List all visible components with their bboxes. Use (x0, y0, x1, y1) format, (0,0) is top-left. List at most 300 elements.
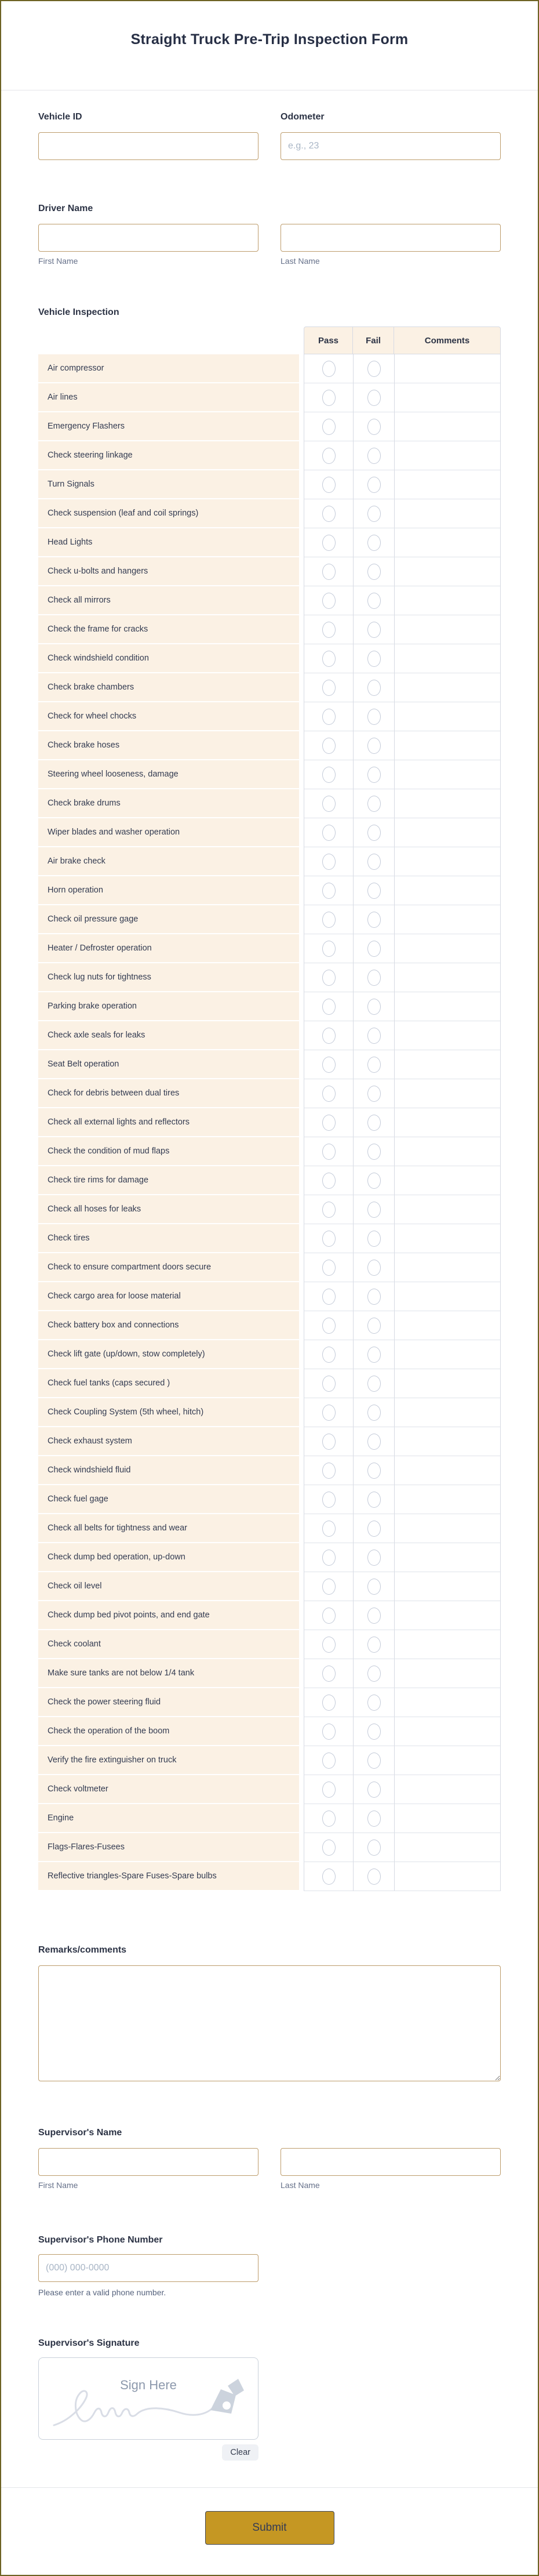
pass-radio[interactable] (322, 1289, 336, 1305)
inspection-row-label: Check exhaust system (38, 1427, 299, 1456)
fail-cell (353, 1427, 394, 1456)
comment-cell[interactable] (394, 1427, 501, 1456)
fail-radio[interactable] (367, 390, 381, 406)
inspection-row-label: Horn operation (38, 876, 299, 905)
fail-radio[interactable] (367, 941, 381, 957)
table-gutter (299, 876, 304, 905)
comment-cell[interactable] (394, 702, 501, 731)
supervisor-first-name-sublabel: First Name (38, 2180, 78, 2190)
fail-cell (353, 615, 394, 644)
table-gutter (299, 383, 304, 412)
comment-cell[interactable] (394, 1369, 501, 1398)
fail-radio[interactable] (367, 1637, 381, 1653)
comment-cell[interactable] (394, 383, 501, 412)
comment-cell[interactable] (394, 1137, 501, 1166)
table-gutter (299, 1224, 304, 1253)
comment-cell[interactable] (394, 905, 501, 934)
table-gutter (299, 1630, 304, 1659)
driver-last-name-sublabel: Last Name (281, 256, 320, 266)
inspection-row-label: Check oil pressure gage (38, 905, 299, 934)
comment-cell[interactable] (394, 673, 501, 702)
pass-radio[interactable] (322, 680, 336, 696)
fail-radio[interactable] (367, 1811, 381, 1827)
fail-radio[interactable] (367, 1376, 381, 1392)
table-gutter (299, 557, 304, 586)
table-gutter (299, 789, 304, 818)
comment-cell[interactable] (394, 412, 501, 441)
pass-radio[interactable] (322, 709, 336, 725)
comment-cell[interactable] (394, 1833, 501, 1862)
table-gutter (299, 441, 304, 470)
fail-cell (353, 847, 394, 876)
pass-radio[interactable] (322, 448, 336, 464)
table-gutter (299, 760, 304, 789)
pass-radio[interactable] (322, 1840, 336, 1856)
fail-radio[interactable] (367, 1782, 381, 1798)
pen-nib-icon (210, 2379, 244, 2414)
inspection-row-label: Check dump bed operation, up-down (38, 1543, 299, 1572)
pass-radio[interactable] (322, 1231, 336, 1247)
fail-radio[interactable] (367, 883, 381, 899)
pass-radio[interactable] (322, 883, 336, 899)
comment-cell[interactable] (394, 1862, 501, 1891)
sign-here-text: Sign Here (120, 2378, 177, 2392)
comment-cell[interactable] (394, 1282, 501, 1311)
fail-radio[interactable] (367, 1202, 381, 1218)
pass-radio[interactable] (322, 1550, 336, 1566)
comment-cell[interactable] (394, 1108, 501, 1137)
inspection-row-label: Check the operation of the boom (38, 1717, 299, 1746)
fail-cell (353, 1630, 394, 1659)
pass-cell (304, 1166, 353, 1195)
pass-radio[interactable] (322, 1057, 336, 1073)
pass-radio[interactable] (322, 361, 336, 377)
fail-radio[interactable] (367, 1347, 381, 1363)
fail-radio[interactable] (367, 738, 381, 754)
pass-radio[interactable] (322, 912, 336, 928)
pass-cell (304, 1746, 353, 1775)
fail-cell (353, 1514, 394, 1543)
vehicle-inspection-label: Vehicle Inspection (38, 307, 119, 317)
pass-cell (304, 1369, 353, 1398)
clear-signature-button[interactable]: Clear (222, 2444, 258, 2461)
pass-radio[interactable] (322, 1347, 336, 1363)
fail-radio[interactable] (367, 1318, 381, 1334)
column-header-comments: Comments (394, 326, 501, 354)
pass-cell (304, 470, 353, 499)
fail-cell (353, 760, 394, 789)
vehicle-id-label: Vehicle ID (38, 112, 82, 122)
fail-radio[interactable] (367, 1463, 381, 1479)
comment-cell[interactable] (394, 963, 501, 992)
comment-cell[interactable] (394, 789, 501, 818)
fail-cell (353, 557, 394, 586)
pass-radio[interactable] (322, 390, 336, 406)
inspection-row-label: Head Lights (38, 528, 299, 557)
comment-cell[interactable] (394, 1253, 501, 1282)
pass-radio[interactable] (322, 564, 336, 580)
pass-cell (304, 383, 353, 412)
fail-radio[interactable] (367, 419, 381, 435)
table-gutter (299, 1485, 304, 1514)
inspection-row-label: Check battery box and connections (38, 1311, 299, 1340)
fail-radio[interactable] (367, 1405, 381, 1421)
comment-cell[interactable] (394, 557, 501, 586)
pass-radio[interactable] (322, 477, 336, 493)
comment-cell[interactable] (394, 731, 501, 760)
fail-cell (353, 586, 394, 615)
fail-radio[interactable] (367, 912, 381, 928)
pass-radio[interactable] (322, 970, 336, 986)
fail-cell (353, 1688, 394, 1717)
inspection-row-label: Verify the fire extinguisher on truck (38, 1746, 299, 1775)
fail-radio[interactable] (367, 564, 381, 580)
fail-radio[interactable] (367, 999, 381, 1015)
pass-cell (304, 354, 353, 383)
supervisor-signature-field (38, 2338, 501, 2461)
comment-cell[interactable] (394, 1572, 501, 1601)
fail-radio[interactable] (367, 1289, 381, 1305)
pass-radio[interactable] (322, 1724, 336, 1740)
table-gutter (299, 847, 304, 876)
pass-radio[interactable] (322, 1782, 336, 1798)
comment-cell[interactable] (394, 992, 501, 1021)
fail-radio[interactable] (367, 593, 381, 609)
fail-radio[interactable] (367, 1521, 381, 1537)
inspection-row-label: Check lift gate (up/down, stow completely) (38, 1340, 299, 1369)
comment-cell[interactable] (394, 644, 501, 673)
fail-radio[interactable] (367, 1115, 381, 1131)
remarks-label: Remarks/comments (38, 1945, 127, 1955)
inspection-row-label: Check windshield condition (38, 644, 299, 673)
table-gutter (299, 1543, 304, 1572)
fail-cell (353, 470, 394, 499)
pass-radio[interactable] (322, 1376, 336, 1392)
pass-radio[interactable] (322, 1579, 336, 1595)
pass-cell (304, 499, 353, 528)
table-gutter (299, 1253, 304, 1282)
comment-cell[interactable] (394, 1688, 501, 1717)
table-gutter (299, 586, 304, 615)
pass-radio[interactable] (322, 1318, 336, 1334)
table-gutter (299, 1572, 304, 1601)
pass-radio[interactable] (322, 1666, 336, 1682)
pass-radio[interactable] (322, 1608, 336, 1624)
comment-cell[interactable] (394, 1543, 501, 1572)
table-gutter (299, 1659, 304, 1688)
table-gutter (299, 499, 304, 528)
table-gutter (299, 1340, 304, 1369)
pass-radio[interactable] (322, 535, 336, 551)
pass-radio[interactable] (322, 506, 336, 522)
comment-cell[interactable] (394, 1485, 501, 1514)
comment-cell[interactable] (394, 1079, 501, 1108)
pass-radio[interactable] (322, 767, 336, 783)
pass-radio[interactable] (322, 593, 336, 609)
pass-radio[interactable] (322, 1202, 336, 1218)
fail-radio[interactable] (367, 1724, 381, 1740)
table-gutter (299, 470, 304, 499)
comment-cell[interactable] (394, 1224, 501, 1253)
fail-radio[interactable] (367, 796, 381, 812)
pass-cell (304, 847, 353, 876)
fail-radio[interactable] (367, 854, 381, 870)
fail-radio[interactable] (367, 1086, 381, 1102)
comment-cell[interactable] (394, 1456, 501, 1485)
pass-radio[interactable] (322, 1637, 336, 1653)
fail-cell (353, 673, 394, 702)
fail-cell (353, 412, 394, 441)
comment-cell[interactable] (394, 1630, 501, 1659)
table-gutter (299, 1514, 304, 1543)
fail-radio[interactable] (367, 535, 381, 551)
fail-cell (353, 1050, 394, 1079)
comment-cell[interactable] (394, 1195, 501, 1224)
fail-radio[interactable] (367, 448, 381, 464)
pass-cell (304, 934, 353, 963)
pass-radio[interactable] (322, 1811, 336, 1827)
comment-cell[interactable] (394, 1775, 501, 1804)
pass-radio[interactable] (322, 738, 336, 754)
pass-radio[interactable] (322, 1115, 336, 1131)
comment-cell[interactable] (394, 1398, 501, 1427)
comment-cell[interactable] (394, 934, 501, 963)
vehicle-inspection-field (38, 307, 501, 1891)
inspection-row-label: Check brake drums (38, 789, 299, 818)
vehicle-id-input[interactable] (38, 132, 258, 160)
pass-cell (304, 1572, 353, 1601)
inspection-row-label: Check to ensure compartment doors secure (38, 1253, 299, 1282)
fail-radio[interactable] (367, 1231, 381, 1247)
comment-cell[interactable] (394, 1717, 501, 1746)
table-gutter (299, 1166, 304, 1195)
fail-cell (353, 644, 394, 673)
pass-radio[interactable] (322, 651, 336, 667)
inspection-row-label: Steering wheel looseness, damage (38, 760, 299, 789)
inspection-row-label: Check tire rims for damage (38, 1166, 299, 1195)
supervisor-last-name-input[interactable] (281, 2148, 501, 2176)
pass-radio[interactable] (322, 825, 336, 841)
comment-cell[interactable] (394, 441, 501, 470)
pass-cell (304, 644, 353, 673)
driver-last-name-input[interactable] (281, 224, 501, 252)
fail-cell (353, 1572, 394, 1601)
table-header-spacer (38, 326, 299, 354)
pass-radio[interactable] (322, 1086, 336, 1102)
fail-radio[interactable] (367, 767, 381, 783)
fail-radio[interactable] (367, 1260, 381, 1276)
comment-cell[interactable] (394, 1021, 501, 1050)
table-gutter (299, 905, 304, 934)
fail-cell (353, 1659, 394, 1688)
pass-cell (304, 1108, 353, 1137)
fail-radio[interactable] (367, 1057, 381, 1073)
table-gutter (299, 1079, 304, 1108)
fail-radio[interactable] (367, 506, 381, 522)
fail-radio[interactable] (367, 1579, 381, 1595)
comment-cell[interactable] (394, 1514, 501, 1543)
inspection-row-label: Check fuel tanks (caps secured ) (38, 1369, 299, 1398)
pass-radio[interactable] (322, 1463, 336, 1479)
driver-first-name-input[interactable] (38, 224, 258, 252)
comment-cell[interactable] (394, 818, 501, 847)
inspection-row-label: Check axle seals for leaks (38, 1021, 299, 1050)
inspection-row-label: Parking brake operation (38, 992, 299, 1021)
fail-radio[interactable] (367, 1434, 381, 1450)
pass-radio[interactable] (322, 1434, 336, 1450)
table-gutter (299, 1021, 304, 1050)
pass-radio[interactable] (322, 1868, 336, 1885)
table-gutter (299, 1195, 304, 1224)
fail-cell (353, 1746, 394, 1775)
comment-cell[interactable] (394, 760, 501, 789)
inspection-row-label: Check tires (38, 1224, 299, 1253)
comment-cell[interactable] (394, 528, 501, 557)
supervisor-first-name-input[interactable] (38, 2148, 258, 2176)
fail-cell (353, 1833, 394, 1862)
fail-radio[interactable] (367, 1173, 381, 1189)
fail-cell (353, 1282, 394, 1311)
pass-radio[interactable] (322, 1695, 336, 1711)
fail-radio[interactable] (367, 825, 381, 841)
pass-radio[interactable] (322, 1028, 336, 1044)
supervisor-last-name-sublabel: Last Name (281, 2180, 320, 2190)
pass-radio[interactable] (322, 796, 336, 812)
pass-radio[interactable] (322, 622, 336, 638)
fail-cell (353, 1804, 394, 1833)
pass-radio[interactable] (322, 419, 336, 435)
fail-radio[interactable] (367, 970, 381, 986)
fail-radio[interactable] (367, 1608, 381, 1624)
fail-cell (353, 1456, 394, 1485)
pass-cell (304, 1224, 353, 1253)
fail-cell (353, 789, 394, 818)
fail-radio[interactable] (367, 709, 381, 725)
pass-cell (304, 1398, 353, 1427)
pass-radio[interactable] (322, 1260, 336, 1276)
fail-cell (353, 934, 394, 963)
pass-cell (304, 1456, 353, 1485)
fail-radio[interactable] (367, 1550, 381, 1566)
fail-radio[interactable] (367, 1666, 381, 1682)
comment-cell[interactable] (394, 1340, 501, 1369)
remarks-textarea[interactable] (38, 1965, 501, 2081)
fail-radio[interactable] (367, 1695, 381, 1711)
fail-cell (353, 1137, 394, 1166)
fail-radio[interactable] (367, 1492, 381, 1508)
fail-radio[interactable] (367, 1753, 381, 1769)
column-header-pass: Pass (304, 326, 353, 354)
fail-cell (353, 383, 394, 412)
signature-pad[interactable] (38, 2357, 258, 2440)
comment-cell[interactable] (394, 1311, 501, 1340)
fail-radio[interactable] (367, 1028, 381, 1044)
fail-cell (353, 1369, 394, 1398)
supervisor-phone-input[interactable] (38, 2254, 258, 2282)
comment-cell[interactable] (394, 1601, 501, 1630)
pass-cell (304, 876, 353, 905)
pass-cell (304, 1659, 353, 1688)
comment-cell[interactable] (394, 1166, 501, 1195)
inspection-row-label: Check all mirrors (38, 586, 299, 615)
comment-cell[interactable] (394, 499, 501, 528)
comment-cell[interactable] (394, 1050, 501, 1079)
pass-cell (304, 1775, 353, 1804)
inspection-row-label: Check lug nuts for tightness (38, 963, 299, 992)
pass-cell (304, 1195, 353, 1224)
fail-cell (353, 1398, 394, 1427)
comment-cell[interactable] (394, 1746, 501, 1775)
pass-radio[interactable] (322, 999, 336, 1015)
submit-button[interactable]: Submit (205, 2511, 334, 2545)
table-gutter (299, 1775, 304, 1804)
comment-cell[interactable] (394, 876, 501, 905)
signature-actions (38, 2444, 258, 2461)
pass-radio[interactable] (322, 1492, 336, 1508)
pass-cell (304, 528, 353, 557)
comment-cell[interactable] (394, 615, 501, 644)
pass-cell (304, 1282, 353, 1311)
pass-cell (304, 412, 353, 441)
comment-cell[interactable] (394, 847, 501, 876)
comment-cell[interactable] (394, 354, 501, 383)
fail-radio[interactable] (367, 622, 381, 638)
inspection-row-label: Emergency Flashers (38, 412, 299, 441)
fail-radio[interactable] (367, 1144, 381, 1160)
comment-cell[interactable] (394, 1659, 501, 1688)
comment-cell[interactable] (394, 1804, 501, 1833)
pass-radio[interactable] (322, 1521, 336, 1537)
fail-radio[interactable] (367, 361, 381, 377)
fail-cell (353, 1485, 394, 1514)
pass-cell (304, 731, 353, 760)
fail-cell (353, 1108, 394, 1137)
pass-cell (304, 1079, 353, 1108)
fail-cell (353, 1195, 394, 1224)
inspection-row-label: Check dump bed pivot points, and end gate (38, 1601, 299, 1630)
comment-cell[interactable] (394, 586, 501, 615)
pass-radio[interactable] (322, 941, 336, 957)
comment-cell[interactable] (394, 470, 501, 499)
fail-radio[interactable] (367, 1868, 381, 1885)
pass-radio[interactable] (322, 1753, 336, 1769)
table-gutter (299, 1862, 304, 1891)
supervisor-phone-label: Supervisor's Phone Number (38, 2235, 163, 2245)
fail-radio[interactable] (367, 651, 381, 667)
fail-cell (353, 1340, 394, 1369)
pass-cell (304, 1427, 353, 1456)
fail-cell (353, 1775, 394, 1804)
fail-cell (353, 441, 394, 470)
inspection-row-label: Check suspension (leaf and coil springs) (38, 499, 299, 528)
pass-cell (304, 1485, 353, 1514)
fail-radio[interactable] (367, 1840, 381, 1856)
pass-cell (304, 1630, 353, 1659)
table-gutter (299, 412, 304, 441)
fail-cell (353, 1224, 394, 1253)
pass-radio[interactable] (322, 1405, 336, 1421)
pass-radio[interactable] (322, 854, 336, 870)
supervisor-name-label: Supervisor's Name (38, 2128, 122, 2138)
table-gutter (299, 673, 304, 702)
fail-cell (353, 1311, 394, 1340)
odometer-input[interactable] (281, 132, 501, 160)
fail-radio[interactable] (367, 477, 381, 493)
pass-radio[interactable] (322, 1173, 336, 1189)
fail-radio[interactable] (367, 680, 381, 696)
driver-first-name-sublabel: First Name (38, 256, 78, 266)
pass-radio[interactable] (322, 1144, 336, 1160)
